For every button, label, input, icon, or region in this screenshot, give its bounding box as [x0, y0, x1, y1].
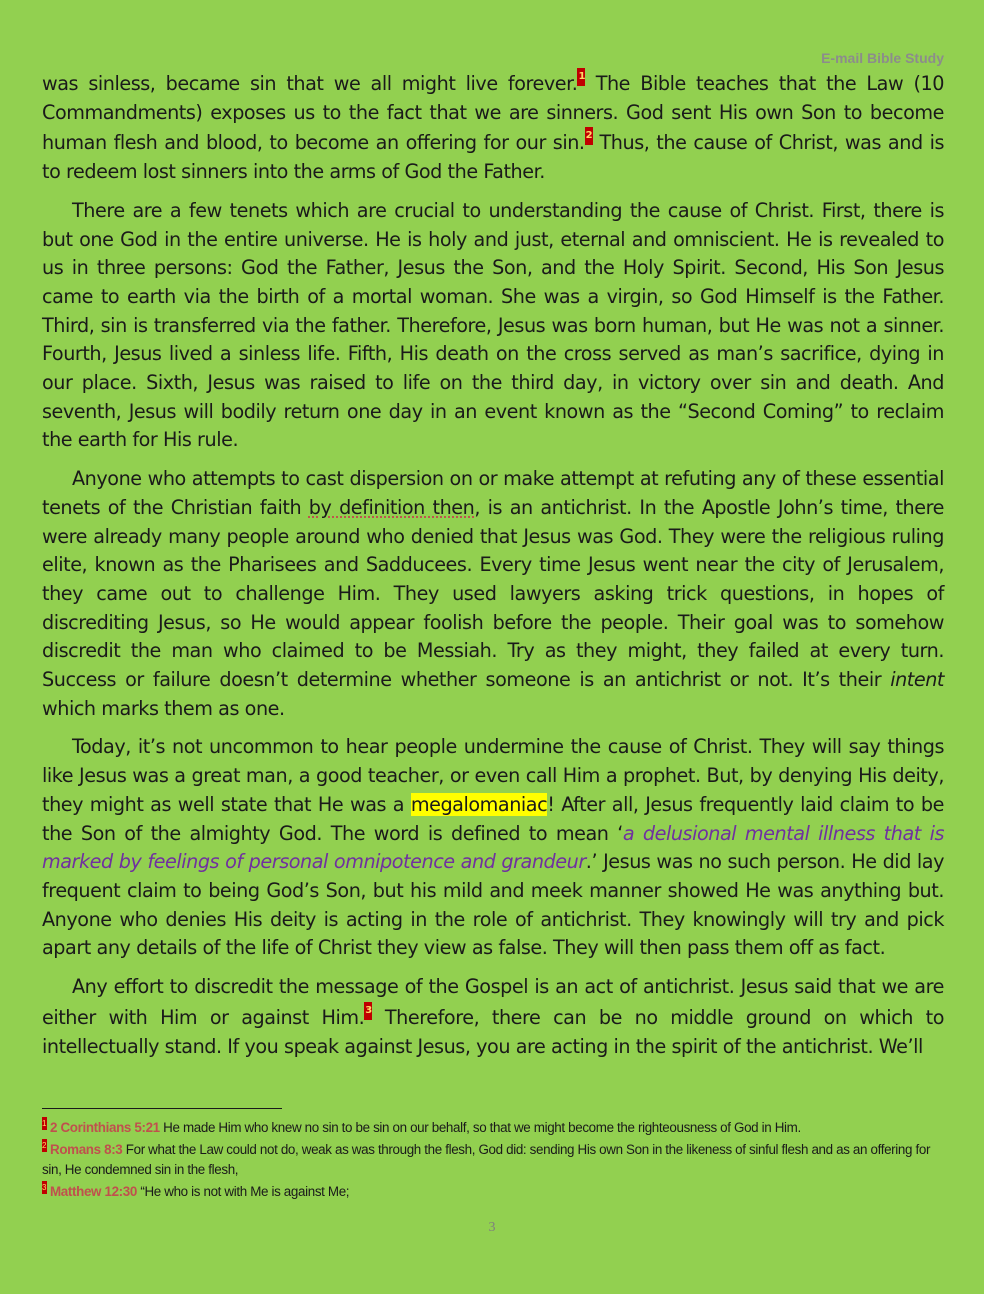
footnote-ref-2[interactable]: 2 — [585, 127, 593, 145]
footnote-reference: Romans 8:3 — [50, 1141, 123, 1157]
footnote-separator — [42, 1108, 282, 1109]
footnote-ref-3[interactable]: 3 — [364, 1002, 372, 1020]
highlighted-word: megalomaniac — [410, 792, 548, 816]
paragraph-4: Today, it’s not uncommon to hear people undermine the cause of Christ. They will say things like Jesus was a great man, a good teacher, or even call Him a prophet. But, by denying His deity, they might as well state that He was a megalomaniac! After all, Jesus frequently laid claim to be the Son of the almighty God. The word is defined to mean ‘a delusional mental illness that is marked by feelings of personal omnipotence and grandeur.’ Jesus was no such person. He did lay frequent claim to being God’s Son, but his mild and meek manner showed He was anything but. Anyone who denies His deity is acting in the role of antichrist. They knowingly will try and pick apart any details of the life of Christ they view as false. They will then pass them off as fact. — [42, 735, 944, 960]
footnotes — [42, 1117, 942, 1202]
paragraph-2: There are a few tenets which are crucial to understanding the cause of Christ. First, there is but one God in the entire universe. He is holy and just, eternal and omniscient. He is revealed to us in three persons: God the Father, Jesus the Son, and the Holy Spirit. Second, His Son Jesus came to earth via the birth of a mortal woman. She was a virgin, so God Himself is the Father. Third, sin is transferred via the father. Therefore, Jesus was born human, but He was not a sinner. Fourth, Jesus lived a sinless life. Fifth, His death on the cross served as man’s sacrifice, dying in our place. Sixth, Jesus was raised to life on the third day, in victory over sin and death. And seventh, Jesus will bodily return one day in an event known as the “Second Coming” to reclaim the earth for His rule. — [42, 198, 944, 452]
footnote-reference: Matthew 12:30 — [50, 1183, 137, 1199]
footnote-1: 1 2 Corinthians 5:21 He made Him who knew no sin to be sin on our behalf, so that we might become the righteousness of God in Him. — [42, 1119, 801, 1135]
grammar-flag[interactable]: by definition then — [308, 495, 475, 519]
footnote-3: 3 Matthew 12:30 “He who is not with Me is against Me; — [42, 1182, 350, 1199]
paragraph-1: was sinless, became sin that we all might live forever.1 The Bible teaches that the Law (10 Commandments) exposes us to the fact that we are sinners. God sent His own Son to become human flesh and blood, to become an offering for our sin.2 Thus, the cause of Christ, was and is to redeem lost sinners into the arms of God the Father. — [42, 68, 944, 187]
definition-quote: a delusional mental illness that is marked by feelings of personal omnipotence and grandeur — [42, 821, 944, 874]
running-header: E-mail Bible Study — [821, 50, 944, 66]
footnote-ref-1[interactable]: 1 — [577, 68, 585, 86]
footnote-2: 2 Romans 8:3 For what the Law could not do, weak as was through the flesh, God did: sending His own Son in the likeness of sinful flesh and as an offering for sin, He condemned sin in the flesh, — [42, 1140, 931, 1177]
paragraph-5: Any effort to discredit the message of the Gospel is an act of antichrist. Jesus said that we are either with Him or against Him.3 Therefore, there can be no middle ground on which to intellectually stand. If you speak against Jesus, you are acting in the spirit of the antichrist. We’ll — [42, 975, 944, 1058]
footnote-reference: 2 Corinthians 5:21 — [50, 1120, 160, 1135]
paragraph-3: Anyone who attempts to cast dispersion on or make attempt at refuting any of these essential tenets of the Christian faith by definition then, is an antichrist. In the Apostle John’s time, there were already many people around who denied that Jesus was God. They were the religious ruling elite, known as the Pharisees and Sadducees. Every time Jesus went near the city of Jerusalem, they came out to challenge Him. They used lawyers asking trick questions, in hopes of discrediting Jesus, so He would appear foolish before the people. Their goal was to somehow discredit the man who claimed to be Messiah. Try as they might, they failed at every turn. Success or failure doesn’t determine whether someone is an antichrist or not. It’s their intent which marks them as one. — [42, 467, 944, 720]
page-number: 3 — [488, 1220, 496, 1235]
body-text — [42, 68, 944, 1071]
